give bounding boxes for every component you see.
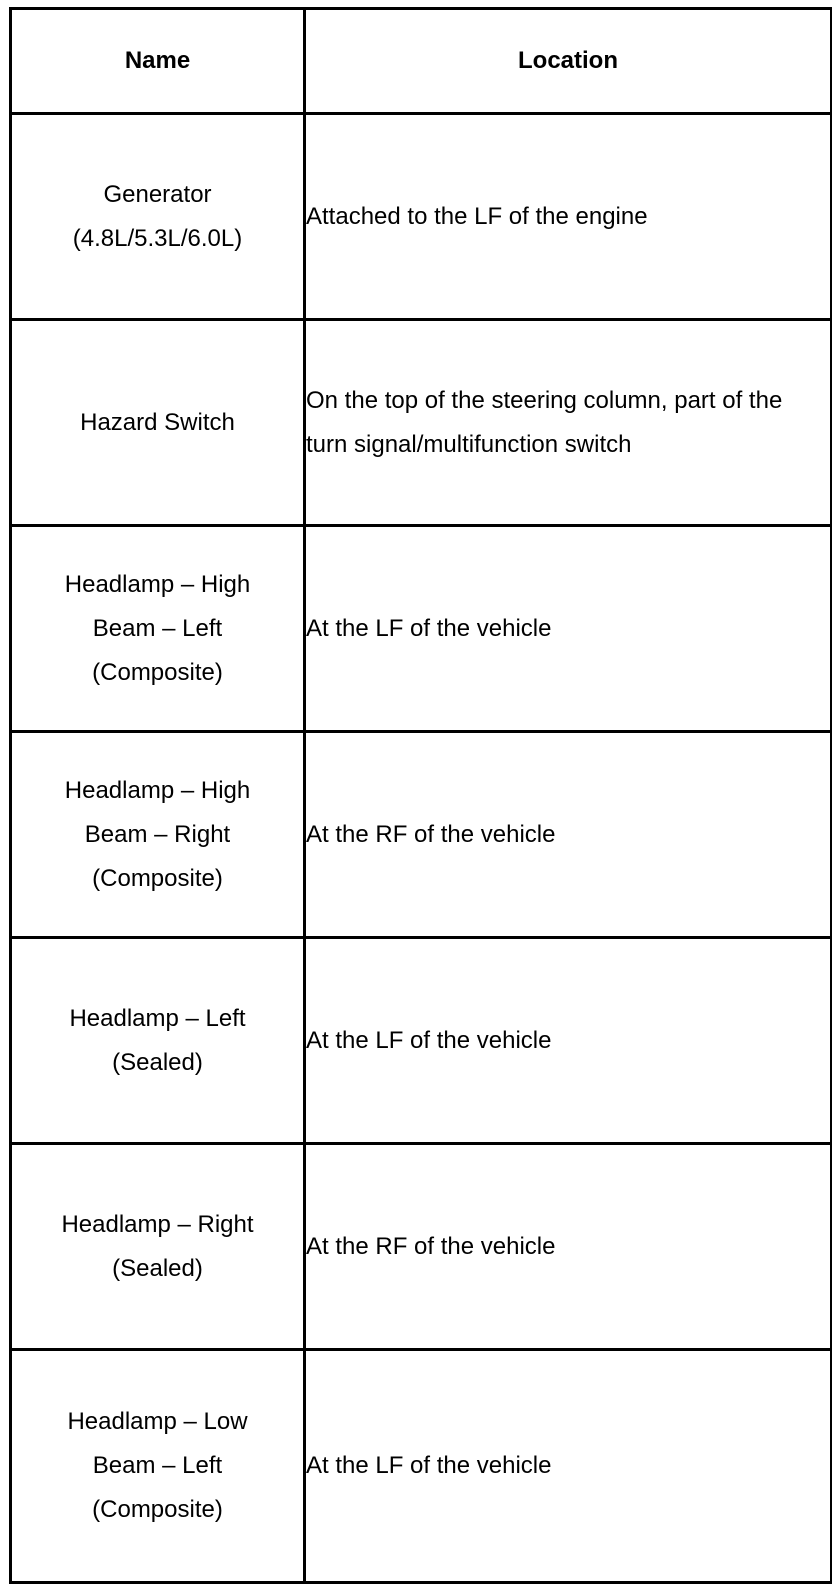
table-row <box>11 732 832 938</box>
component-name-line: (Sealed) <box>112 1254 203 1282</box>
table-row <box>11 938 832 1144</box>
component-name-cell <box>11 526 305 732</box>
name-column-header: Name <box>11 9 305 114</box>
component-name-line: Headlamp – High <box>64 570 251 598</box>
component-location-cell: At the RF of the vehicle <box>305 1144 832 1350</box>
table-body <box>11 114 832 1583</box>
component-name-cell <box>11 732 305 938</box>
table-row <box>11 1144 832 1350</box>
component-location-cell: At the LF of the vehicle <box>305 526 832 732</box>
component-name-line: Beam – Left <box>92 614 223 642</box>
table-header-row <box>11 9 832 114</box>
component-name-line: Generator <box>103 180 212 208</box>
component-name-cell <box>11 320 305 526</box>
component-name-cell <box>11 1350 305 1583</box>
component-name-line: Headlamp – Left <box>69 1004 246 1032</box>
table-row <box>11 114 832 320</box>
component-name-line: (4.8L/5.3L/6.0L) <box>72 224 243 252</box>
component-location-cell: At the LF of the vehicle <box>305 1350 832 1583</box>
component-name-line: Hazard Switch <box>80 408 235 436</box>
component-name-line: (Composite) <box>92 864 223 892</box>
component-location-cell: At the RF of the vehicle <box>305 732 832 938</box>
table-row <box>11 526 832 732</box>
component-location-cell: On the top of the steering column, part of the turn signal/multifunction switch <box>305 320 832 526</box>
component-name-cell <box>11 1144 305 1350</box>
component-name-line: Beam – Right <box>84 820 231 848</box>
component-location-cell: At the LF of the vehicle <box>305 938 832 1144</box>
component-location-table <box>9 7 832 1584</box>
table-row <box>11 320 832 526</box>
component-name-line: (Sealed) <box>112 1048 203 1076</box>
table-row <box>11 1350 832 1583</box>
component-location-cell: Attached to the LF of the engine <box>305 114 832 320</box>
component-name-line: Headlamp – High <box>64 776 251 804</box>
component-name-line: Headlamp – Right <box>61 1210 254 1238</box>
component-name-cell <box>11 114 305 320</box>
component-name-line: (Composite) <box>92 1496 223 1523</box>
component-name-line: Headlamp – Low <box>67 1408 248 1435</box>
component-name-line: (Composite) <box>92 658 223 686</box>
component-name-cell <box>11 938 305 1144</box>
component-name-line: Beam – Left <box>92 1452 223 1479</box>
location-column-header: Location <box>305 9 832 114</box>
